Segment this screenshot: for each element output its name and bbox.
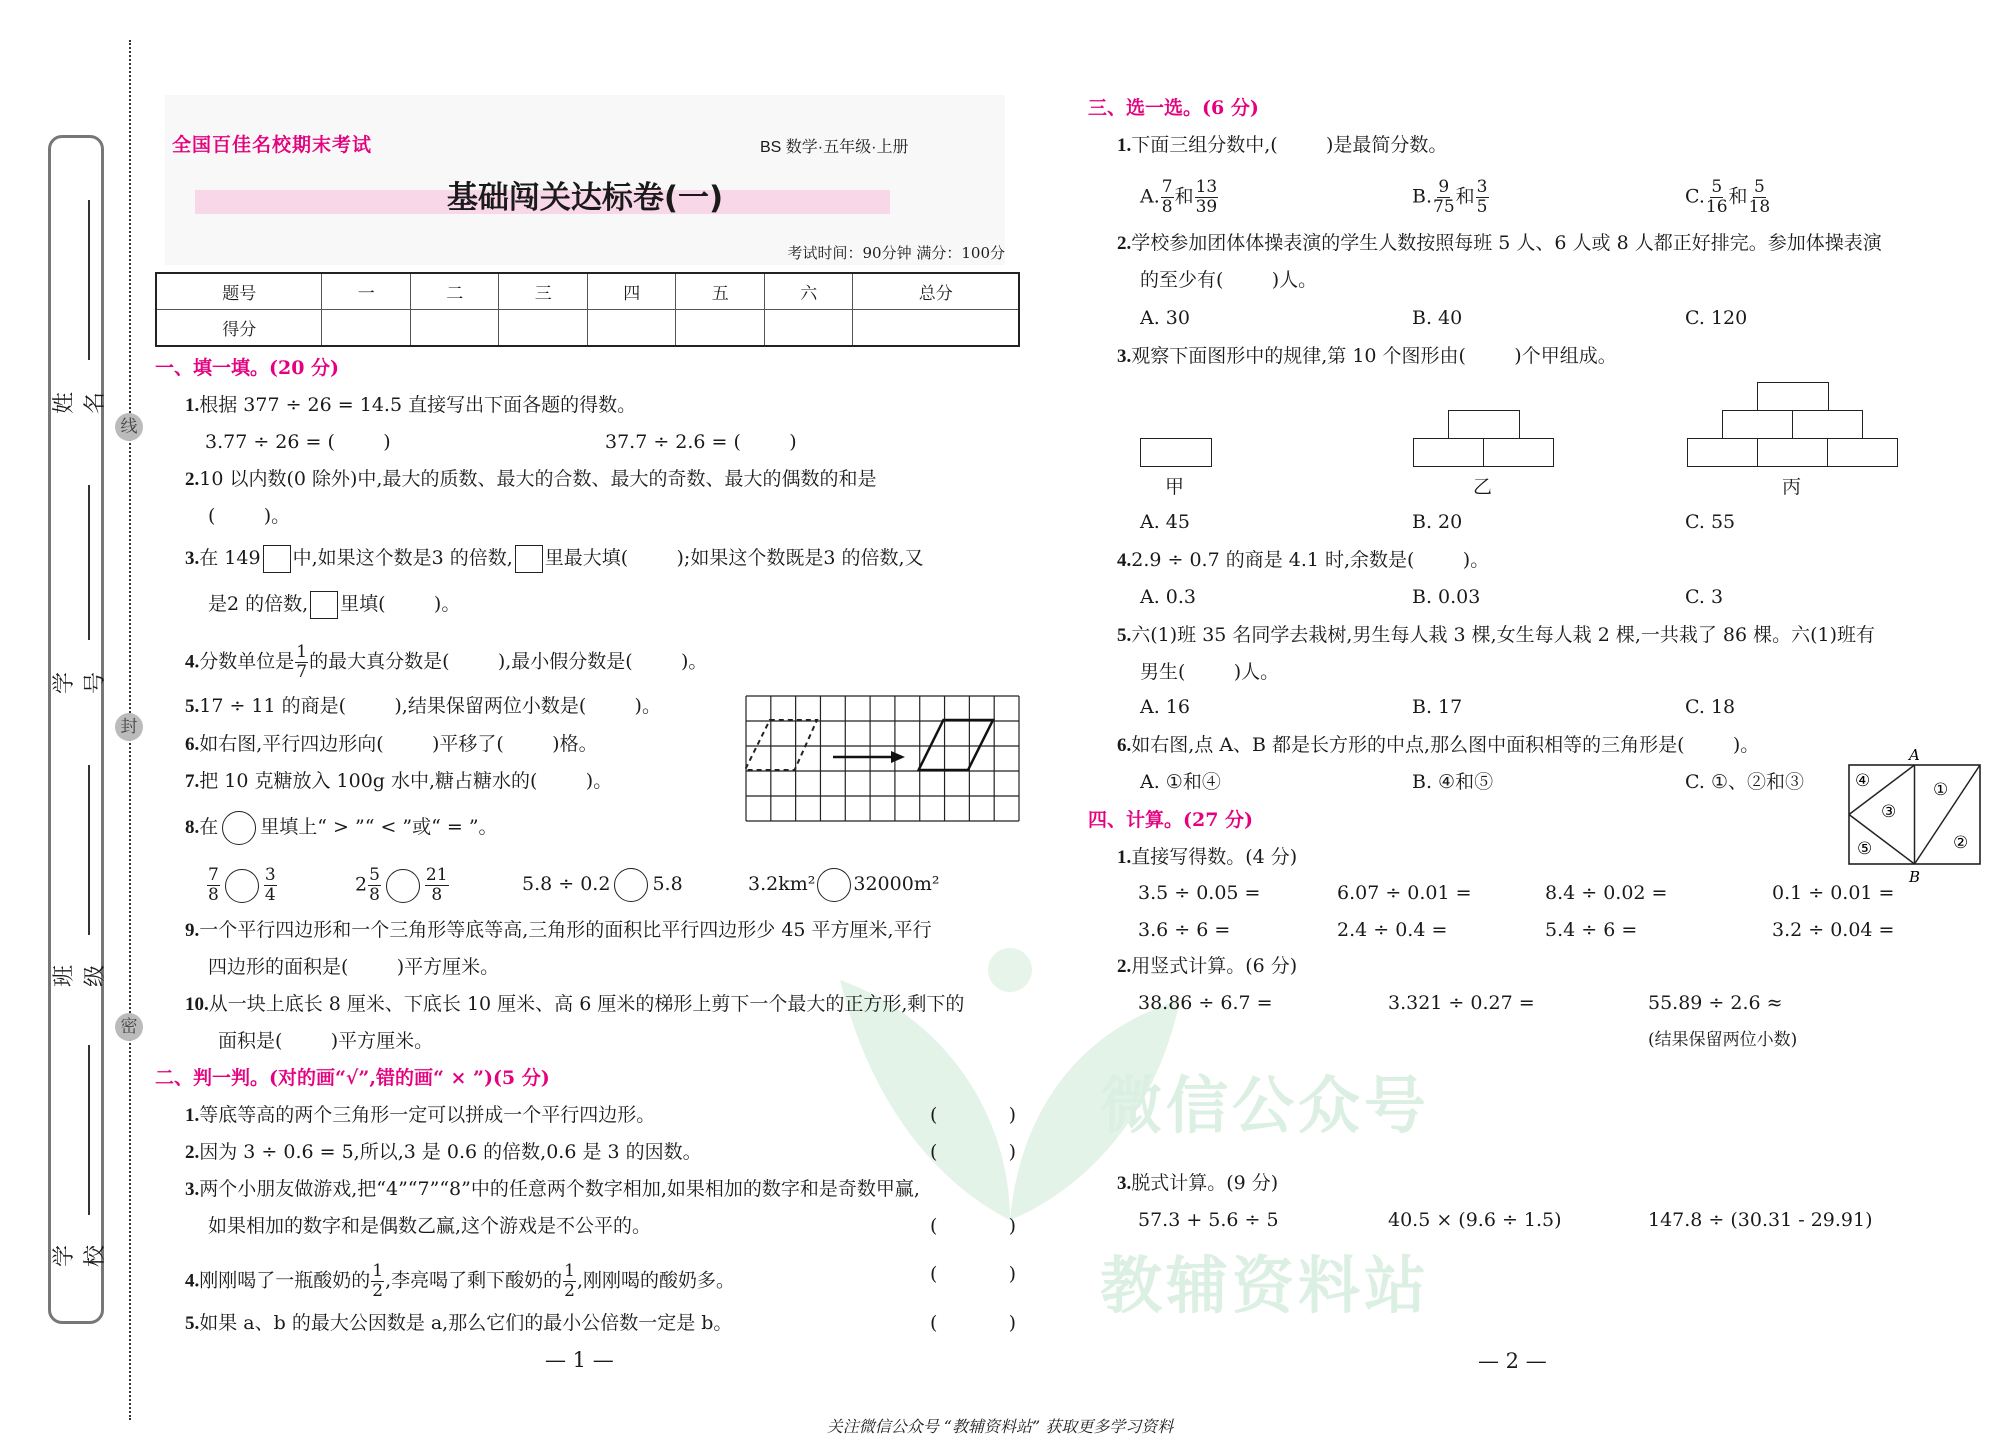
s1-q8-compare-1 bbox=[206, 866, 278, 905]
q-text: 用竖式计算。(6 分) bbox=[1131, 955, 1298, 977]
block-bing-mid-1 bbox=[1722, 410, 1793, 439]
region-3-label: ③ bbox=[1881, 802, 1897, 822]
s2-j3 bbox=[185, 1177, 920, 1202]
student-id-blank bbox=[88, 485, 90, 640]
conjunction: 和 bbox=[1728, 185, 1748, 208]
q-number: 2. bbox=[185, 469, 200, 490]
q-text: 分数单位是 bbox=[199, 650, 295, 673]
numerator: 3 bbox=[264, 865, 276, 885]
vertical-calc-item: 55.89 ÷ 2.6 ≈ bbox=[1648, 992, 1783, 1014]
s4-p3 bbox=[1117, 1171, 1278, 1196]
s1-q8-compare-4 bbox=[748, 868, 939, 902]
calc-item: 3.6 ÷ 6 = bbox=[1138, 919, 1231, 941]
paren: ) bbox=[1008, 1312, 1016, 1334]
numerator: 21 bbox=[425, 865, 448, 885]
q-number: 10. bbox=[185, 994, 209, 1015]
q-number: 9. bbox=[185, 920, 200, 941]
s3-q1-option-a[interactable] bbox=[1140, 178, 1219, 217]
page-number-2: — 2 — bbox=[1478, 1349, 1547, 1373]
label-name: 姓名 bbox=[52, 392, 108, 415]
q-text: 学校参加团体体操表演的学生人数按照每班 5 人、6 人或 8 人都正好排完。参加体操表演 bbox=[1131, 232, 1882, 254]
q-text: 因为 3 ÷ 0.6 = 5,所以,3 是 0.6 的倍数,0.6 是 3 的因数。 bbox=[199, 1141, 702, 1163]
s1-q7 bbox=[185, 769, 612, 794]
student-info-box bbox=[48, 135, 104, 1324]
q-text: 在 bbox=[199, 816, 219, 838]
q-text: 两个小朋友做游戏,把“4”“7”“8”中的任意两个数字相加,如果相加的数字和是奇数甲赢, bbox=[199, 1178, 920, 1200]
q-number: 1. bbox=[1117, 847, 1132, 868]
region-4-label: ④ bbox=[1855, 771, 1871, 791]
s3-q1 bbox=[1117, 133, 1447, 158]
score-header-cell: 三 bbox=[499, 273, 588, 310]
q-number: 7. bbox=[185, 771, 200, 792]
s3-q3-option-a[interactable]: A. 45 bbox=[1140, 511, 1190, 533]
block-bing-bottom-2 bbox=[1757, 438, 1828, 467]
name-blank bbox=[88, 200, 90, 360]
q-text: 观察下面图形中的规律,第 10 个图形由( )个甲组成。 bbox=[1131, 345, 1617, 367]
page-title: 基础闯关达标卷(一) bbox=[446, 180, 724, 216]
s3-q4-option-c[interactable]: C. 3 bbox=[1685, 586, 1724, 608]
calc-item: 8.4 ÷ 0.02 = bbox=[1545, 882, 1668, 904]
s3-q2-option-a[interactable]: A. 30 bbox=[1140, 307, 1190, 329]
paren: ( bbox=[930, 1263, 938, 1285]
q-text: 六(1)班 35 名同学去栽树,男生每人栽 3 棵,女生每人栽 2 棵,一共栽了 86 棵。六(1)班有 bbox=[1131, 624, 1876, 646]
judge-answer-5[interactable] bbox=[930, 1311, 1016, 1335]
score-row-label: 得分 bbox=[156, 310, 322, 347]
region-5-label: ⑤ bbox=[1857, 839, 1873, 859]
q-text: 17 ÷ 11 的商是( ),结果保留两位小数是( )。 bbox=[199, 695, 661, 717]
rounding-note: (结果保留两位小数) bbox=[1648, 1030, 1798, 1050]
q-text: 是2 的倍数, bbox=[208, 593, 309, 615]
fraction bbox=[1706, 178, 1728, 217]
block-bing-bottom-3 bbox=[1827, 438, 1898, 467]
s3-q5-option-b[interactable]: B. 17 bbox=[1412, 696, 1463, 718]
s3-q6-option-a[interactable]: A. ①和④ bbox=[1140, 771, 1221, 793]
s3-q1-option-b[interactable] bbox=[1412, 178, 1490, 217]
q-text: 一个平行四边形和一个三角形等底等高,三角形的面积比平行四边形少 45 平方厘米,平行 bbox=[199, 919, 932, 941]
calc-item: 5.4 ÷ 6 = bbox=[1545, 919, 1638, 941]
q-number: 5. bbox=[1117, 625, 1132, 646]
q-number: 3. bbox=[1117, 1173, 1132, 1194]
watermark-text-1: 微信公众号 bbox=[1100, 1069, 1431, 1142]
s3-q6-option-b[interactable]: B. ④和⑤ bbox=[1412, 771, 1494, 793]
s3-q5-cont: 男生( )人。 bbox=[1140, 661, 1280, 683]
q-number: 5. bbox=[185, 1313, 200, 1334]
paren: ) bbox=[1008, 1215, 1016, 1237]
s1-q8 bbox=[185, 811, 498, 845]
q-text: ,刚刚喝的酸奶多。 bbox=[576, 1269, 736, 1292]
s3-q5-option-c[interactable]: C. 18 bbox=[1685, 696, 1736, 718]
denominator: 75 bbox=[1433, 197, 1455, 217]
calc-item: 0.1 ÷ 0.01 = bbox=[1772, 882, 1895, 904]
moved-parallelogram bbox=[919, 720, 993, 770]
q-text: 等底等高的两个三角形一定可以拼成一个平行四边形。 bbox=[199, 1104, 656, 1126]
numerator: 3 bbox=[1476, 177, 1488, 197]
answer-circle[interactable] bbox=[386, 869, 420, 903]
s3-q3 bbox=[1117, 344, 1617, 369]
label-student-id: 学号 bbox=[52, 672, 108, 695]
s2-j3-cont: 如果相加的数字和是偶数乙赢,这个游戏是不公平的。 bbox=[208, 1215, 652, 1237]
score-table bbox=[155, 272, 1020, 347]
fraction bbox=[368, 866, 381, 905]
s1-q1-a: 3.77 ÷ 26 = ( ) bbox=[205, 431, 391, 453]
s3-q2-option-c[interactable]: C. 120 bbox=[1685, 307, 1748, 329]
s3-q6-option-c[interactable]: C. ①、②和③ bbox=[1685, 771, 1804, 793]
edition-label: BS 数学·五年级·上册 bbox=[760, 139, 909, 156]
denominator: 16 bbox=[1705, 197, 1728, 217]
s4-p2 bbox=[1117, 954, 1297, 979]
s1-q8-compare-3 bbox=[522, 868, 683, 902]
answer-circle[interactable] bbox=[817, 868, 851, 902]
block-jia bbox=[1140, 438, 1212, 467]
s2-j1 bbox=[185, 1103, 655, 1128]
s3-q5-option-a[interactable]: A. 16 bbox=[1140, 696, 1190, 718]
block-bing-bottom-1 bbox=[1687, 438, 1758, 467]
point-a-label: A bbox=[1909, 748, 1920, 764]
fraction bbox=[425, 866, 449, 905]
q-number: 1. bbox=[185, 395, 200, 416]
s3-q4-option-a[interactable]: A. 0.3 bbox=[1140, 586, 1197, 608]
compare-circle bbox=[222, 811, 256, 845]
answer-box[interactable] bbox=[263, 545, 291, 573]
figure-label-jia: 甲 bbox=[1165, 476, 1185, 498]
q-number: 3. bbox=[1117, 346, 1132, 367]
denominator: 8 bbox=[431, 885, 443, 905]
paren: ( bbox=[930, 1141, 938, 1163]
score-header-cell: 一 bbox=[322, 273, 411, 310]
numerator: 7 bbox=[1161, 177, 1173, 197]
stepwise-calc-item: 57.3 + 5.6 ÷ 5 bbox=[1138, 1209, 1279, 1231]
numerator: 1 bbox=[296, 642, 308, 662]
q-text: 里填上“ > ”“ < ”或“ = ”。 bbox=[260, 816, 498, 838]
denominator: 4 bbox=[264, 885, 276, 905]
section-2-title: 二、判一判。(对的画“√”,错的画“ × ”)(5 分) bbox=[155, 1067, 550, 1089]
section-3-title: 三、选一选。(6 分) bbox=[1088, 97, 1259, 119]
score-header-cell: 总分 bbox=[853, 273, 1019, 310]
score-cell[interactable] bbox=[853, 310, 1019, 347]
label-class: 班级 bbox=[52, 965, 108, 988]
q-text: 里最大填( );如果这个数既是3 的倍数,又 bbox=[544, 547, 924, 569]
q-text: 把 10 克糖放入 100g 水中,糖占糖水的( )。 bbox=[199, 770, 613, 792]
q-text: 根据 377 ÷ 26 = 14.5 直接写出下面各题的得数。 bbox=[199, 394, 637, 416]
s1-q3 bbox=[185, 545, 924, 573]
q-text: 2.9 ÷ 0.7 的商是 4.1 时,余数是( )。 bbox=[1131, 549, 1490, 571]
s1-q3-cont bbox=[208, 591, 460, 619]
option-letter: A. bbox=[1140, 185, 1160, 208]
s1-q9-cont: 四边形的面积是( )平方厘米。 bbox=[208, 956, 500, 978]
figure-label-bing: 丙 bbox=[1782, 476, 1802, 498]
arrow-head-icon bbox=[891, 751, 905, 763]
score-header-cell: 四 bbox=[587, 273, 676, 310]
s2-j4 bbox=[185, 1262, 735, 1301]
s1-q10-cont: 面积是( )平方厘米。 bbox=[218, 1030, 434, 1052]
q-text: ,李亮喝了剩下酸奶的 bbox=[385, 1269, 563, 1292]
calc-item: 2.4 ÷ 0.4 = bbox=[1337, 919, 1448, 941]
s4-p1 bbox=[1117, 845, 1297, 870]
s2-j2 bbox=[185, 1140, 702, 1165]
s1-q6 bbox=[185, 732, 598, 757]
fraction bbox=[563, 1262, 576, 1301]
s3-q5 bbox=[1117, 623, 1875, 648]
fraction bbox=[1161, 178, 1174, 217]
numerator: 7 bbox=[208, 865, 219, 885]
class-blank bbox=[88, 765, 90, 935]
numerator: 5 bbox=[369, 865, 380, 885]
s1-q10 bbox=[185, 992, 964, 1017]
score-cell[interactable] bbox=[676, 310, 765, 347]
s1-q2-cont: ( )。 bbox=[208, 505, 291, 527]
watermark-text-2: 教辅资料站 bbox=[1100, 1249, 1431, 1322]
whole-number: 2 bbox=[355, 873, 368, 896]
numerator: 1 bbox=[564, 1261, 575, 1281]
q-text: 如右图,平行四边形向( )平移了( )格。 bbox=[199, 733, 598, 755]
denominator: 8 bbox=[1161, 197, 1173, 217]
original-parallelogram bbox=[745, 720, 817, 770]
section-1-title: 一、填一填。(20 分) bbox=[155, 357, 340, 379]
point-b-label: B bbox=[1909, 868, 1921, 886]
seal-seal: 封 bbox=[115, 713, 143, 741]
score-header-cell: 六 bbox=[764, 273, 853, 310]
q-number: 3. bbox=[185, 1179, 200, 1200]
fraction bbox=[264, 866, 277, 905]
judge-answer-3[interactable] bbox=[930, 1214, 1016, 1238]
left-expr: 3.2km² bbox=[748, 873, 816, 895]
s1-q5 bbox=[185, 694, 661, 719]
denominator: 2 bbox=[564, 1281, 575, 1301]
stepwise-calc-item: 147.8 ÷ (30.31 - 29.91) bbox=[1648, 1209, 1873, 1231]
denominator: 39 bbox=[1195, 197, 1218, 217]
denominator: 18 bbox=[1748, 197, 1771, 217]
vertical-calc-item: 38.86 ÷ 6.7 = bbox=[1138, 992, 1273, 1014]
s3-q4 bbox=[1117, 548, 1489, 573]
translation-grid-figure bbox=[745, 695, 1020, 822]
fraction bbox=[1195, 178, 1219, 217]
rectangle-triangles-figure bbox=[1845, 748, 1985, 888]
numerator: 5 bbox=[1711, 177, 1723, 197]
brand-logo-text: 全国百佳名校期末考试 bbox=[172, 134, 373, 156]
answer-circle[interactable] bbox=[614, 868, 648, 902]
score-cell[interactable] bbox=[764, 310, 853, 347]
s1-q8-compare-2 bbox=[355, 866, 450, 905]
paren: ) bbox=[1008, 1141, 1016, 1163]
q-number: 6. bbox=[185, 734, 200, 755]
q-text: 刚刚喝了一瓶酸奶的 bbox=[199, 1269, 371, 1292]
s3-q3-option-c[interactable]: C. 55 bbox=[1685, 511, 1736, 533]
calc-item: 6.07 ÷ 0.01 = bbox=[1337, 882, 1472, 904]
footer-note: 关注微信公众号 “教辅资料站” 获取更多学习资料 bbox=[826, 1417, 1174, 1436]
block-yi-bottom-left bbox=[1413, 438, 1484, 467]
score-cell[interactable] bbox=[322, 310, 411, 347]
score-cell[interactable] bbox=[499, 310, 588, 347]
q-number: 8. bbox=[185, 817, 200, 838]
q-number: 3. bbox=[185, 548, 200, 569]
q-text: 脱式计算。(9 分) bbox=[1131, 1172, 1279, 1194]
label-school: 学校 bbox=[52, 1245, 108, 1268]
s3-q2 bbox=[1117, 231, 1882, 256]
grid-lines bbox=[746, 696, 1019, 821]
denominator: 2 bbox=[372, 1281, 384, 1301]
conjunction: 和 bbox=[1455, 185, 1475, 208]
q-number: 2. bbox=[185, 1142, 200, 1163]
region-2-label: ② bbox=[1953, 833, 1969, 853]
region-1-label: ① bbox=[1933, 780, 1949, 800]
calc-item: 3.5 ÷ 0.05 = bbox=[1138, 882, 1261, 904]
s1-q4 bbox=[185, 643, 707, 682]
numerator: 1 bbox=[372, 1261, 384, 1281]
fraction bbox=[371, 1262, 384, 1301]
school-blank bbox=[88, 1045, 90, 1215]
exam-info: 考试时间：90分钟 满分：100分 bbox=[787, 244, 1005, 262]
numerator: 13 bbox=[1195, 177, 1218, 197]
q-text: 直接写得数。(4 分) bbox=[1131, 846, 1298, 868]
q-number: 2. bbox=[1117, 233, 1132, 254]
fraction bbox=[1749, 178, 1771, 217]
s3-q2-cont: 的至少有( )人。 bbox=[1140, 269, 1318, 291]
page-number-1: — 1 — bbox=[545, 1348, 614, 1372]
s1-q1 bbox=[185, 393, 636, 418]
s1-q1-b: 37.7 ÷ 2.6 = ( ) bbox=[605, 431, 797, 453]
score-cell[interactable] bbox=[410, 310, 499, 347]
denominator: 5 bbox=[1476, 197, 1488, 217]
fraction bbox=[1433, 178, 1455, 217]
answer-box[interactable] bbox=[310, 591, 338, 619]
q-text: 里填( )。 bbox=[340, 593, 461, 615]
q-number: 4. bbox=[1117, 550, 1132, 571]
judge-answer-4[interactable] bbox=[930, 1262, 1016, 1286]
option-letter: B. bbox=[1412, 185, 1433, 208]
numerator: 5 bbox=[1753, 177, 1765, 197]
figure-label-yi: 乙 bbox=[1473, 476, 1493, 498]
s1-q9 bbox=[185, 918, 932, 943]
s3-q4-option-b[interactable]: B. 0.03 bbox=[1412, 586, 1481, 608]
q-number: 2. bbox=[1117, 956, 1132, 977]
q-text: 中,如果这个数是3 的倍数, bbox=[292, 547, 513, 569]
block-bing-top bbox=[1757, 382, 1829, 411]
denominator: 7 bbox=[296, 662, 308, 682]
score-cell[interactable] bbox=[587, 310, 676, 347]
seal-secret: 密 bbox=[115, 1013, 143, 1041]
s3-q1-option-c[interactable] bbox=[1685, 178, 1771, 217]
option-letter: C. bbox=[1685, 185, 1705, 208]
score-table-score-row bbox=[156, 310, 1019, 347]
q-number: 4. bbox=[185, 651, 200, 673]
q-text: 下面三组分数中,( )是最简分数。 bbox=[1131, 134, 1448, 156]
q-number: 1. bbox=[185, 1105, 200, 1126]
q-text: 的最大真分数是( ),最小假分数是( )。 bbox=[309, 650, 708, 673]
denominator: 8 bbox=[369, 885, 380, 905]
block-bing-mid-2 bbox=[1792, 410, 1863, 439]
s1-q2 bbox=[185, 467, 876, 492]
paren: ) bbox=[1008, 1104, 1016, 1126]
numerator: 9 bbox=[1438, 177, 1450, 197]
conjunction: 和 bbox=[1174, 185, 1194, 208]
answer-circle[interactable] bbox=[225, 869, 259, 903]
fraction bbox=[207, 866, 220, 905]
q-number: 5. bbox=[185, 696, 200, 717]
q-text: 在 149 bbox=[199, 547, 261, 569]
q-number: 6. bbox=[1117, 735, 1132, 756]
s3-q3-option-b[interactable]: B. 20 bbox=[1412, 511, 1463, 533]
fraction bbox=[1476, 178, 1489, 217]
paren: ( bbox=[930, 1215, 938, 1237]
score-header-cell: 题号 bbox=[156, 273, 322, 310]
score-header-cell: 二 bbox=[410, 273, 499, 310]
s2-j5 bbox=[185, 1311, 732, 1336]
section-4-title: 四、计算。(27 分) bbox=[1088, 809, 1254, 831]
paren: ) bbox=[1008, 1263, 1016, 1285]
left-expr: 5.8 ÷ 0.2 bbox=[522, 873, 611, 895]
judge-answer-2[interactable] bbox=[930, 1140, 1016, 1164]
s3-q2-option-b[interactable]: B. 40 bbox=[1412, 307, 1463, 329]
paren: ( bbox=[930, 1312, 938, 1334]
fraction bbox=[295, 643, 308, 682]
score-table-header-row bbox=[156, 273, 1019, 310]
s3-q6 bbox=[1117, 733, 1759, 758]
answer-box[interactable] bbox=[515, 545, 543, 573]
q-number: 4. bbox=[185, 1270, 200, 1292]
right-expr: 32000m² bbox=[853, 873, 940, 895]
judge-answer-1[interactable] bbox=[930, 1103, 1016, 1127]
right-expr: 5.8 bbox=[652, 873, 683, 895]
q-text: 10 以内数(0 除外)中,最大的质数、最大的合数、最大的奇数、最大的偶数的和是 bbox=[199, 468, 877, 490]
block-yi-bottom-right bbox=[1483, 438, 1554, 467]
vertical-calc-item: 3.321 ÷ 0.27 = bbox=[1388, 992, 1535, 1014]
q-number: 1. bbox=[1117, 135, 1132, 156]
stepwise-calc-item: 40.5 × (9.6 ÷ 1.5) bbox=[1388, 1209, 1562, 1231]
block-yi-top bbox=[1448, 410, 1520, 439]
denominator: 8 bbox=[208, 885, 219, 905]
seal-line: 线 bbox=[115, 413, 143, 441]
q-text: 如果 a、b 的最大公因数是 a,那么它们的最小公倍数一定是 b。 bbox=[199, 1312, 733, 1334]
score-header-cell: 五 bbox=[676, 273, 765, 310]
q-text: 从一块上底长 8 厘米、下底长 10 厘米、高 6 厘米的梯形上剪下一个最大的正方形,剩下的 bbox=[208, 993, 965, 1015]
paren: ( bbox=[930, 1104, 938, 1126]
calc-item: 3.2 ÷ 0.04 = bbox=[1772, 919, 1895, 941]
q-text: 如右图,点 A、B 都是长方形的中点,那么图中面积相等的三角形是( )。 bbox=[1131, 734, 1760, 756]
